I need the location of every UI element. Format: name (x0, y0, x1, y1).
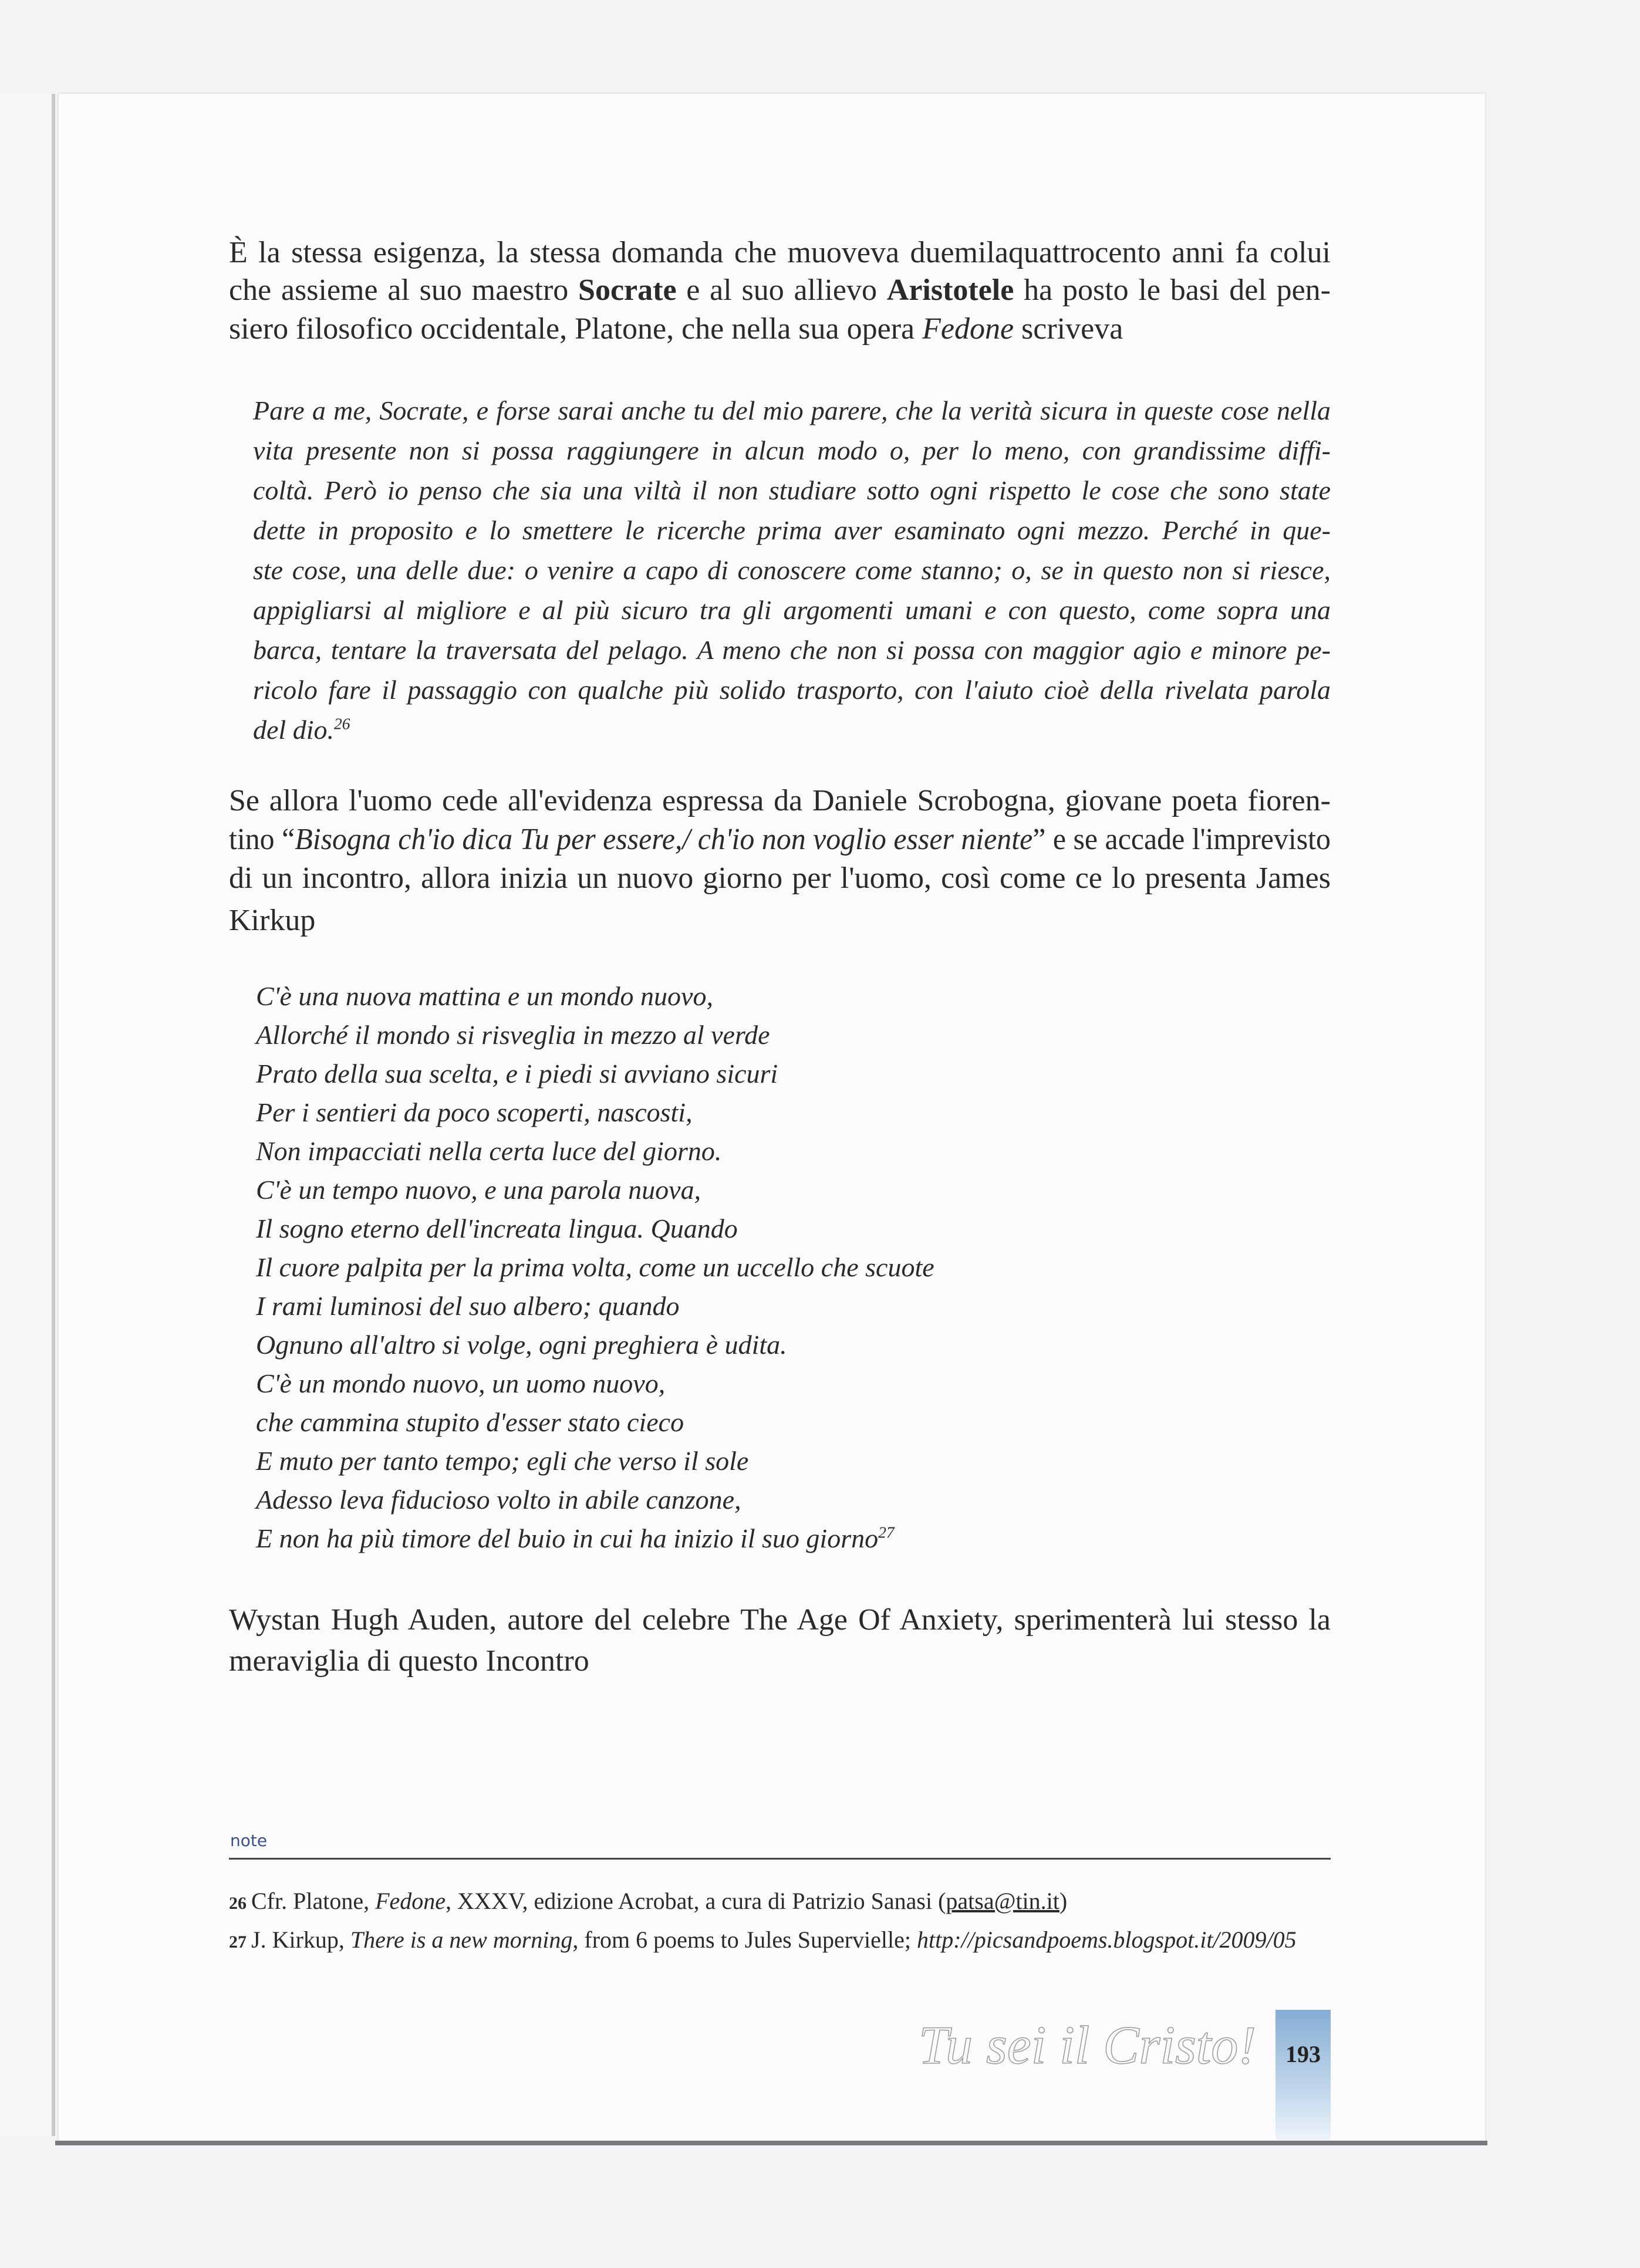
quote-line: barca, tentare la traversata del pelago. A meno che non si possa con maggior agio e minore pe- (253, 635, 1331, 665)
text: J. Kirkup, (251, 1926, 350, 1953)
poem-line: Non impacciati nella certa luce del giorno. (256, 1136, 722, 1166)
quote-line: Pare a me, Socrate, e forse sarai anche tu del mio parere, che la verità sicura in queste cose nella (253, 396, 1331, 425)
quote-line: appigliarsi al migliore e al più sicuro tra gli argomenti umani e con questo, come sopra una (253, 595, 1331, 625)
text: È la stessa esigenza, la stessa domanda che muoveva duemilaquattrocento anni fa colui (229, 236, 1331, 269)
text: del dio. (253, 715, 334, 745)
footnote-number: 27 (229, 1932, 247, 1952)
notes-label: note (230, 1831, 268, 1850)
text: , XXXV, edizione Acrobat, a cura di Patrizio Sanasi ( (446, 1888, 946, 1914)
text: e al suo allievo (676, 273, 887, 307)
paragraph2-line (229, 822, 1331, 858)
poem-line: C'è un tempo nuovo, e una parola nuova, (256, 1175, 701, 1205)
quote-line: vita presente non si possa raggiungere in alcun modo o, per lo meno, con grandissime diffi- (253, 435, 1331, 465)
footnote-ref[interactable]: 27 (878, 1523, 895, 1542)
poem-line: Adesso leva fiducioso volto in abile canzone, (256, 1485, 741, 1515)
quote-line: coltà. Però io penso che sia una viltà il non studiare sotto ogni rispetto le cose che sono state (253, 475, 1331, 505)
text: ” e se accade l'imprevisto (1032, 823, 1331, 856)
paragraph1-line (229, 235, 1331, 271)
paragraph2-line: di un incontro, allora inizia un nuovo giorno per l'uomo, così come ce lo presenta James (229, 861, 1331, 895)
work-title: Fedone (922, 312, 1014, 346)
text: scriveva (1014, 312, 1123, 346)
adjacent-page-edge (0, 94, 55, 2136)
footnote-26 (229, 1887, 1067, 1915)
poem-line: Il sogno eterno dell'increata lingua. Quando (256, 1214, 738, 1243)
notes-divider (229, 1858, 1331, 1860)
paragraph3-line: Wystan Hugh Auden, autore del celebre The Age Of Anxiety, sperimenterà lui stesso la (229, 1603, 1331, 1637)
running-footer-title: Tu sei il Cristo! (918, 2015, 1256, 2075)
poem-line: Ognuno all'altro si volge, ogni preghiera è udita. (256, 1330, 787, 1360)
page-number-tab (1275, 2010, 1331, 2140)
name-aristotele: Aristotele (886, 273, 1014, 307)
paragraph1-line (229, 272, 1331, 309)
text: ) (1059, 1888, 1068, 1914)
paragraph1-line (229, 311, 1123, 347)
text: tino “ (229, 823, 295, 856)
quote-line: ste cose, una delle due: o venire a capo di conoscere come stanno; o, se in questo non si riesce, (253, 555, 1331, 585)
quote-line (253, 714, 350, 746)
paragraph2-line: Se allora l'uomo cede all'evidenza espressa da Daniele Scrobogna, giovane poeta fioren- (229, 784, 1331, 817)
poem-line (256, 1522, 895, 1554)
footnote-number: 26 (229, 1894, 247, 1913)
text: Cfr. Platone, (251, 1888, 376, 1914)
name-socrate: Socrate (578, 273, 677, 307)
paragraph3-line: meraviglia di questo Incontro (229, 1644, 589, 1678)
poem-line: E muto per tanto tempo; egli che verso il sole (256, 1446, 749, 1476)
page-bottom-edge (55, 2141, 1487, 2145)
poem-line: Il cuore palpita per la prima volta, come un uccello che scuote (256, 1252, 934, 1282)
email-link[interactable]: patsa@tin.it (946, 1888, 1059, 1914)
text: E non ha più timore del buio in cui ha inizio il suo giorno (256, 1523, 879, 1553)
poem-line: Per i sentieri da poco scoperti, nascosti, (256, 1097, 693, 1127)
footnote-ref[interactable]: 26 (333, 714, 350, 733)
work-title: There is a new morning (350, 1926, 573, 1953)
work-title: Fedone (375, 1888, 446, 1914)
quoted-verse: Bisogna ch'io dica Tu per essere,/ ch'io non voglio esser niente (295, 823, 1033, 856)
url-link[interactable]: http://picsandpoems.blogspot.it/2009/05 (917, 1926, 1297, 1953)
paragraph2-line: Kirkup (229, 904, 316, 937)
page-number: 193 (1285, 2041, 1321, 2067)
footnote-27 (229, 1926, 1297, 1953)
text: siero filosofico occidentale, Platone, che nella sua opera (229, 312, 923, 346)
quote-line: dette in proposito e lo smettere le ricerche prima aver esaminato ogni mezzo. Perché in que- (253, 515, 1331, 545)
poem-line: C'è una nuova mattina e un mondo nuovo, (256, 981, 713, 1011)
quote-line: ricolo fare il passaggio con qualche più solido trasporto, con l'aiuto cioè della rivelata parola (253, 675, 1331, 705)
poem-line: I rami luminosi del suo albero; quando (256, 1291, 680, 1321)
poem-line: che cammina stupito d'esser stato cieco (256, 1407, 684, 1437)
text: ha posto le basi del pen- (1014, 273, 1331, 307)
text: che assieme al suo maestro (229, 273, 579, 307)
poem-line: Prato della sua scelta, e i piedi si avviano sicuri (256, 1059, 778, 1089)
poem-line: C'è un mondo nuovo, un uomo nuovo, (256, 1368, 666, 1398)
poem-line: Allorché il mondo si risveglia in mezzo al verde (256, 1020, 770, 1050)
text: , from 6 poems to Jules Supervielle; (572, 1926, 917, 1953)
